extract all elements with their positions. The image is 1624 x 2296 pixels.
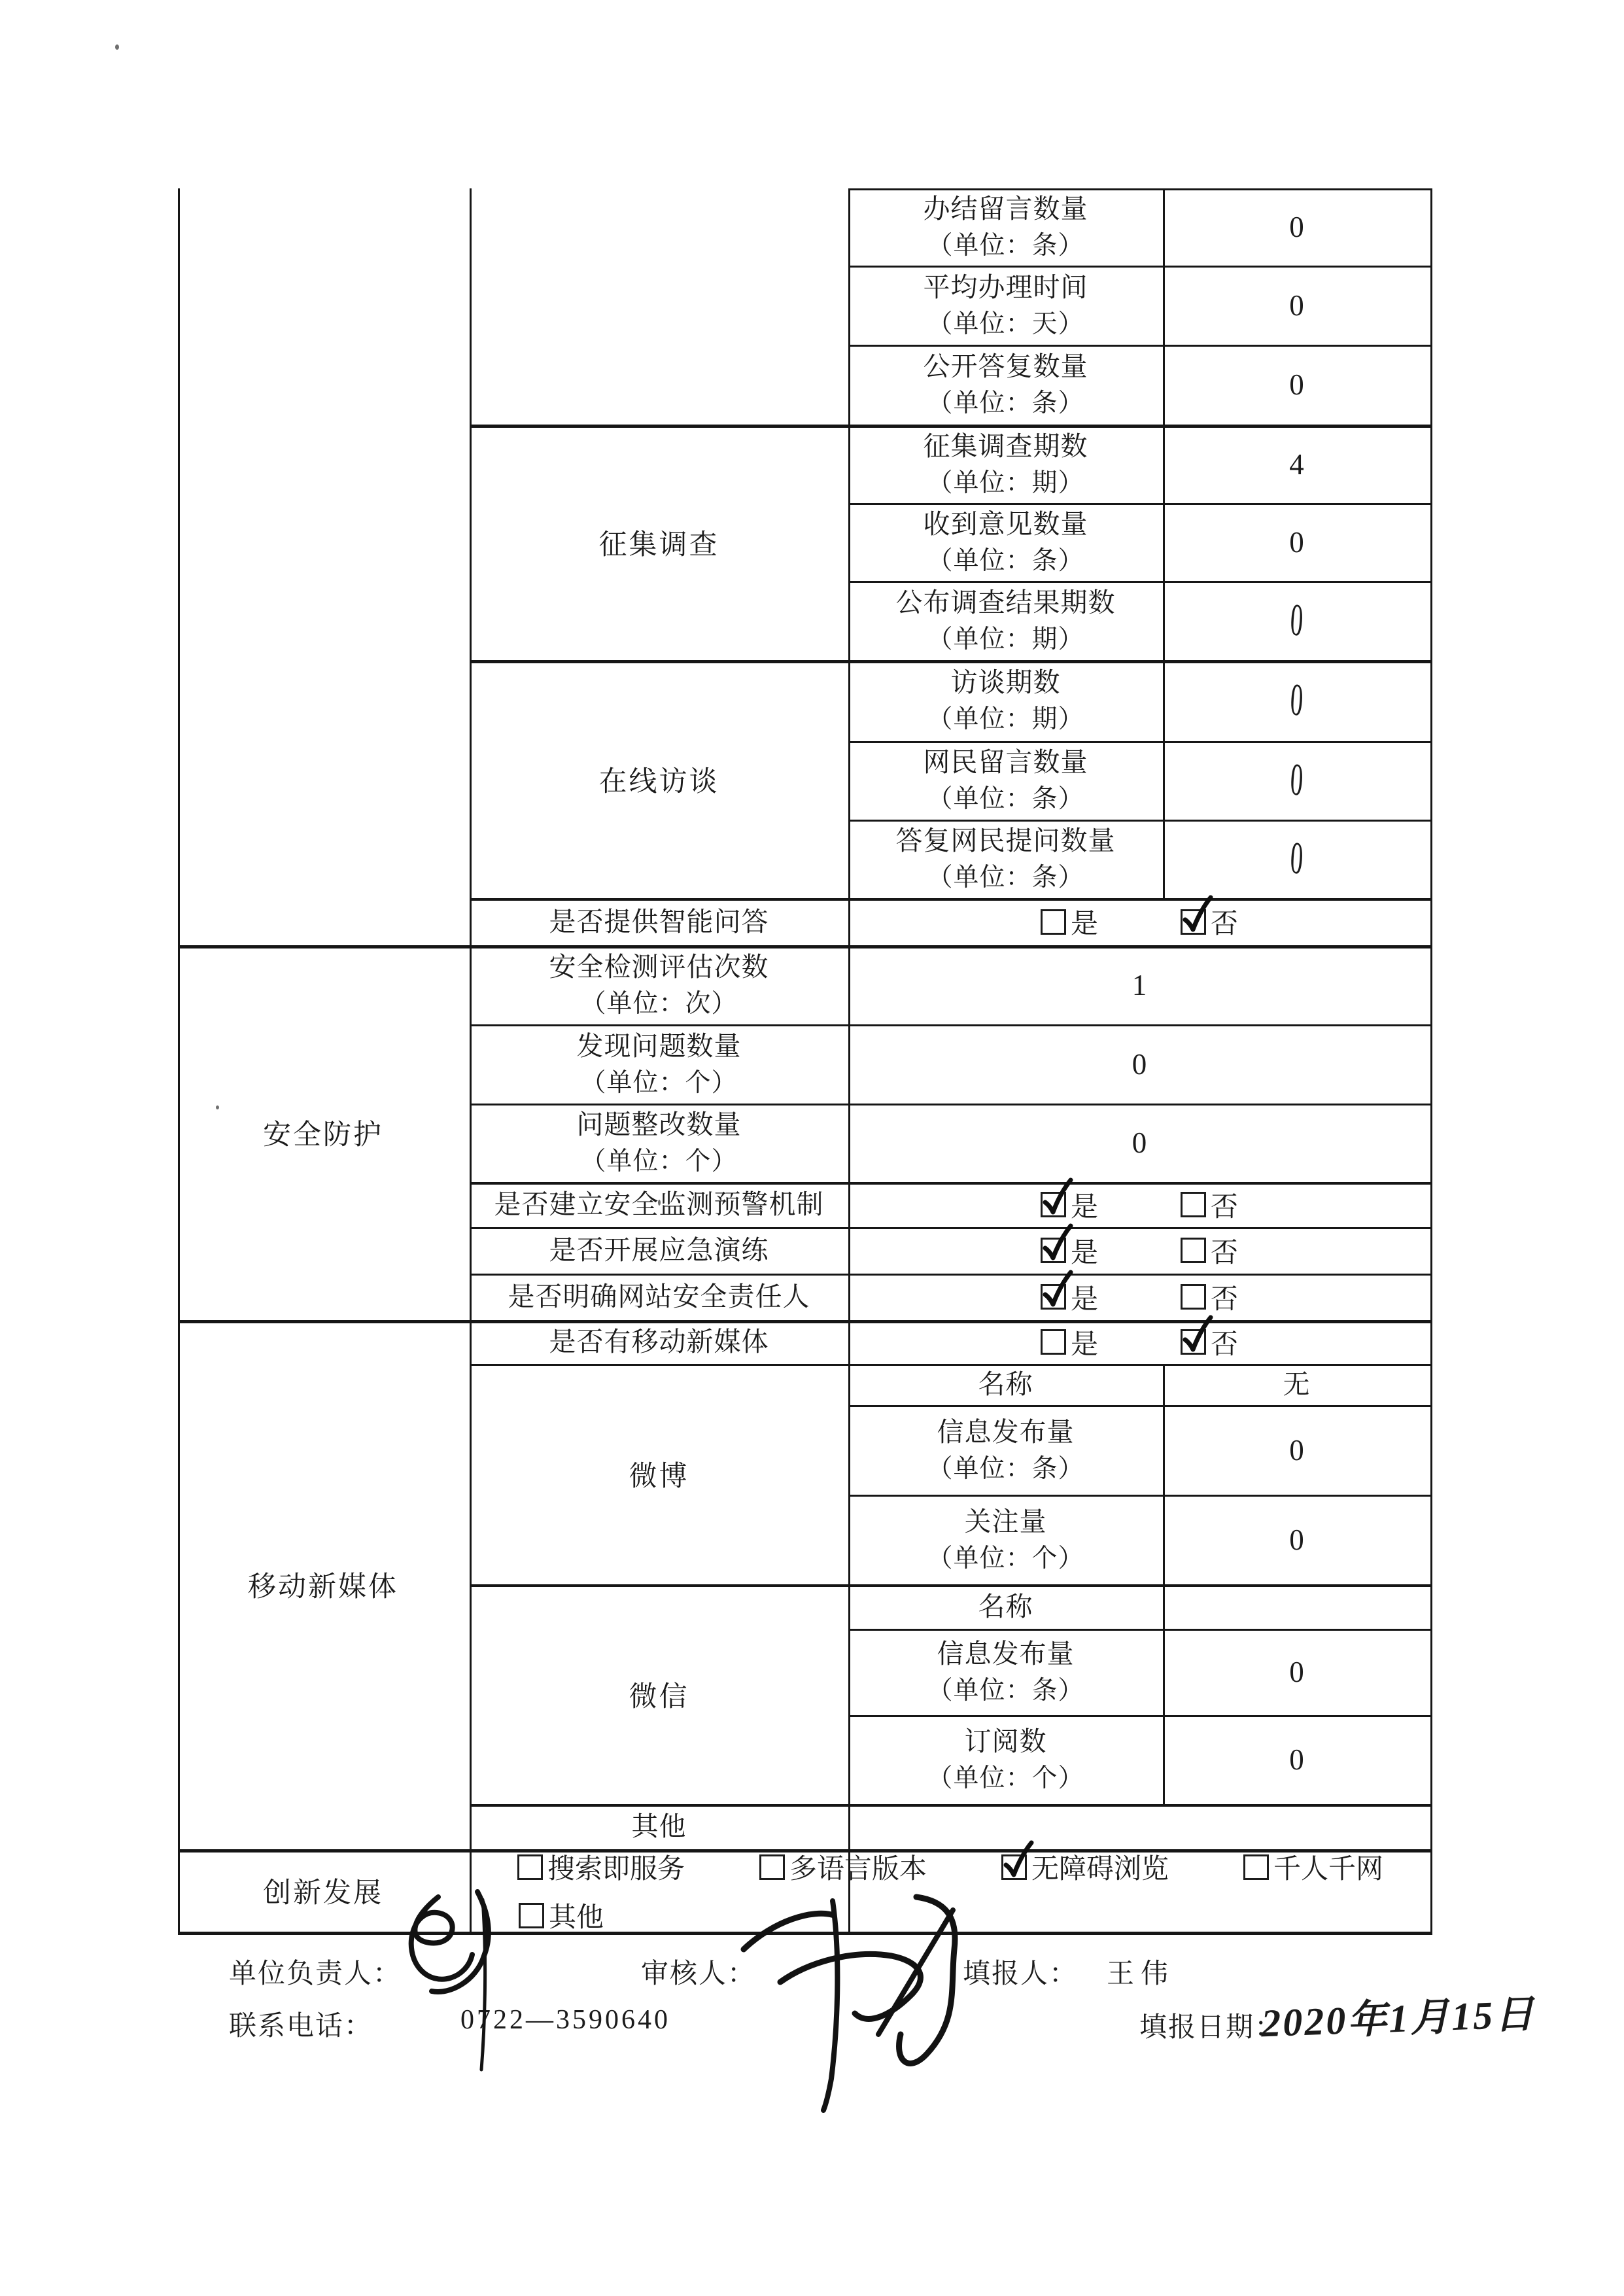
metric-label: 网民留言数量 （单位：条） [923,747,1088,813]
metric-value: 0 [1289,1743,1304,1776]
other-label: 其他 [631,1811,687,1841]
option-other[interactable]: 其他 [519,1896,604,1935]
filler-label: 填报人： [963,1959,1079,1989]
option-personalized-web[interactable]: 千人千网 [1243,1847,1383,1887]
metric-value-empty [1165,1586,1428,1627]
metric-value-handwritten: 0 [1288,754,1305,807]
yes-no-row [850,900,1428,943]
yes-no-row [850,1229,1428,1272]
metric-label: 平均办理时间 （单位：天） [923,271,1088,338]
metric-value: 0 [1132,1047,1147,1081]
metric-value: 1 [1132,968,1147,1001]
option-no[interactable]: 否 [1181,1231,1238,1270]
metric-value: 0 [1289,1656,1304,1688]
phone-value: 0722—3590640 [460,2005,670,2035]
category-cell-interview: 在线访谈 [598,766,719,797]
checkbox-yes-checked[interactable] [1041,1238,1066,1263]
metric-value: 0 [1132,1126,1147,1159]
metric-value-handwritten: 0 [1288,593,1305,647]
metric-label: 名称 [978,1369,1033,1399]
checkmark-icon [1001,1839,1035,1881]
other-value-empty [850,1806,1428,1847]
option-yes[interactable]: 是 [1041,1231,1098,1270]
question-label: 是否建立安全监测预警机制 [494,1189,824,1219]
checkmark-icon [1180,894,1214,935]
metric-value: 0 [1289,1433,1304,1467]
checkbox-no[interactable] [1181,1284,1206,1310]
unit-head-signature [374,1876,538,2079]
question-label: 是否提供智能问答 [549,906,769,937]
question-label: 是否开展应急演练 [549,1235,769,1265]
option-yes[interactable]: 是 [1041,1323,1098,1362]
checkbox-yes[interactable] [1041,909,1066,935]
question-label: 是否有移动新媒体 [549,1327,769,1357]
category-cell-wechat: 微信 [629,1681,689,1713]
table-border-right [1430,188,1432,1935]
checkmark-icon [1040,1268,1074,1310]
metric-value: 4 [1289,448,1304,481]
checkmark-icon [1040,1222,1074,1264]
metric-label: 答复网民提问数量 （单位：条） [895,826,1116,892]
phone-label: 联系电话： [229,2011,373,2042]
yes-no-row [850,1184,1428,1225]
metric-value: 无 [1283,1369,1311,1399]
question-label: 是否明确网站安全责任人 [508,1281,810,1312]
category-cell-survey: 征集调查 [598,529,719,561]
checkbox-no-checked[interactable] [1181,1329,1206,1355]
checkbox-no-checked[interactable] [1181,909,1206,935]
category-cell-security: 安全防护 [263,1120,383,1151]
option-yes[interactable]: 是 [1041,1278,1098,1317]
metric-label: 公开答复数量 （单位：条） [923,351,1088,417]
metric-label: 信息发布量 （单位：条） [927,1639,1084,1705]
option-yes[interactable]: 是 [1041,1185,1098,1225]
checkbox-checked[interactable] [1001,1854,1027,1880]
checkbox-yes-checked[interactable] [1041,1284,1066,1310]
metric-label: 关注量 （单位：个） [927,1506,1084,1573]
reviewer-signature [683,1863,984,2125]
checkbox-yes[interactable] [1041,1329,1066,1355]
metric-label: 名称 [978,1591,1033,1622]
metric-value-handwritten: 0 [1288,832,1305,885]
metric-label: 公布调查结果期数 （单位：期） [895,587,1116,653]
checkbox-no[interactable] [1181,1192,1206,1217]
option-search-as-service[interactable]: 搜索即服务 [517,1847,685,1887]
option-no[interactable]: 否 [1181,902,1238,941]
checkmark-icon [1180,1313,1214,1355]
metric-label: 订阅数 （单位：个） [927,1726,1084,1792]
metric-label: 发现问题数量 （单位：个） [576,1030,742,1097]
metric-label: 办结留言数量 （单位：条） [923,194,1088,260]
option-no[interactable]: 否 [1181,1323,1238,1362]
yes-no-row [850,1322,1428,1362]
date-value-handwritten: 2020年1月15日 [1260,1992,1537,2045]
checkbox[interactable] [1243,1854,1269,1880]
metric-value: 0 [1289,368,1304,401]
yes-no-row [850,1276,1428,1318]
category-cell-weibo: 微博 [629,1461,689,1492]
unit-head-label: 单位负责人： [229,1959,402,1989]
metric-label: 问题整改数量 （单位：个） [576,1109,742,1175]
metric-label: 收到意见数量 （单位：条） [923,508,1088,575]
metric-label: 信息发布量 （单位：条） [927,1416,1084,1483]
checkbox-no[interactable] [1181,1238,1206,1263]
option-accessibility-checked[interactable]: 无障碍浏览 [1001,1847,1169,1887]
date-label: 填报日期： [1139,2013,1284,2043]
metric-value-handwritten: 0 [1288,674,1305,727]
scan-speck [115,44,119,50]
metric-label: 安全检测评估次数 （单位：次） [549,951,769,1018]
metric-label: 访谈期数 （单位：期） [927,667,1084,733]
option-yes[interactable]: 是 [1041,902,1098,941]
category-cell-innovation: 创新发展 [263,1877,383,1909]
option-multilingual[interactable]: 多语言版本 [759,1847,927,1887]
filler-name: 王伟 [1107,1959,1175,1989]
metric-label: 征集调查期数 （单位：期） [923,431,1088,497]
metric-value: 0 [1289,525,1304,559]
checkmark-icon [1040,1176,1074,1218]
option-no[interactable]: 否 [1181,1185,1238,1225]
metric-value: 0 [1289,288,1304,322]
category-cell-mobile: 移动新媒体 [248,1572,398,1603]
checkbox-yes-checked[interactable] [1041,1192,1066,1217]
metric-value: 0 [1289,211,1304,243]
option-no[interactable]: 否 [1181,1278,1238,1317]
reviewer-label: 审核人： [641,1959,757,1989]
metric-value: 0 [1289,1523,1304,1556]
